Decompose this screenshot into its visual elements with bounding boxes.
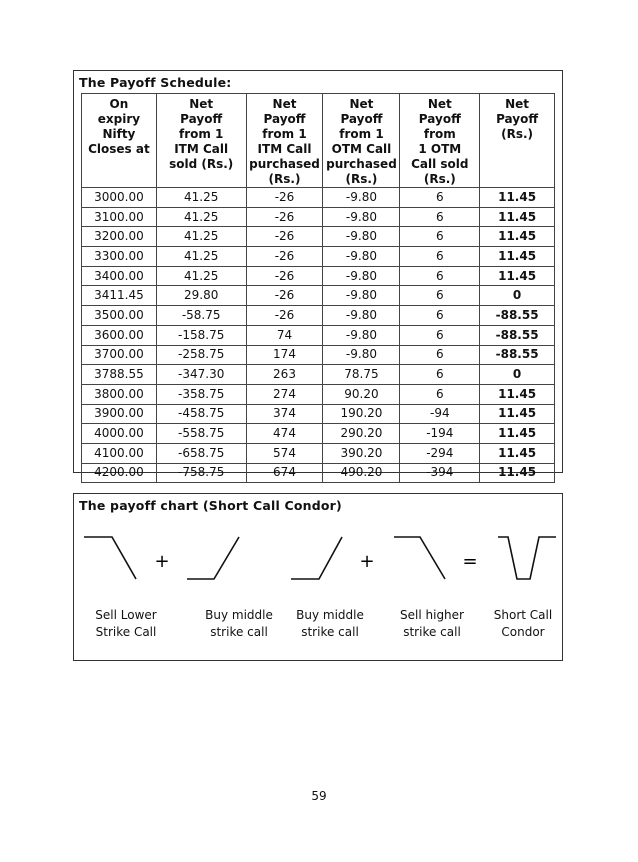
table-cell: 174: [246, 345, 323, 365]
net-payoff-cell: 0: [480, 365, 555, 385]
table-cell: 3000.00: [82, 188, 157, 208]
table-row: [82, 247, 555, 267]
table-cell: 41.25: [156, 266, 246, 286]
table-cell: -458.75: [156, 404, 246, 424]
table-cell: -258.75: [156, 345, 246, 365]
table-cell: 6: [400, 365, 480, 385]
table-cell: 6: [400, 306, 480, 326]
table-cell: -294: [400, 443, 480, 463]
table-cell: 190.20: [323, 404, 400, 424]
table-row: [82, 365, 555, 385]
header-cell: On expiry Nifty Closes at: [82, 94, 157, 188]
net-payoff-cell: 11.45: [480, 404, 555, 424]
table-cell: 41.25: [156, 247, 246, 267]
table-row: [82, 443, 555, 463]
payoff-schedule-box: [73, 70, 563, 480]
table-cell: 4100.00: [82, 443, 157, 463]
table-cell: -9.80: [323, 306, 400, 326]
plus-operator-2: +: [359, 551, 375, 572]
sell-lower-strike-call-shape: [84, 537, 136, 579]
net-payoff-cell: 11.45: [480, 207, 555, 227]
table-row: [82, 266, 555, 286]
header-cell: Net Payoff (Rs.): [480, 94, 555, 188]
header-cell: Net Payoff from 1 OTM Call sold (Rs.): [400, 94, 480, 188]
table-cell: -9.80: [323, 286, 400, 306]
table-cell: -758.75: [156, 463, 246, 483]
table-cell: 4000.00: [82, 424, 157, 444]
payoff-chart-box: [73, 493, 563, 661]
table-cell: -658.75: [156, 443, 246, 463]
table-cell: 3800.00: [82, 384, 157, 404]
table-cell: 6: [400, 345, 480, 365]
table-cell: 6: [400, 247, 480, 267]
table-row: [82, 424, 555, 444]
table-cell: -26: [246, 306, 323, 326]
table-row: [82, 286, 555, 306]
table-cell: 3700.00: [82, 345, 157, 365]
table-cell: 3100.00: [82, 207, 157, 227]
table-row: [82, 227, 555, 247]
schedule-body: [82, 188, 555, 483]
table-cell: -347.30: [156, 365, 246, 385]
header-cell: Net Payoff from 1 OTM Call purchased (Rs.): [323, 94, 400, 188]
table-cell: 78.75: [323, 365, 400, 385]
table-cell: -9.80: [323, 227, 400, 247]
table-cell: 3411.45: [82, 286, 157, 306]
table-cell: -26: [246, 266, 323, 286]
table-cell: 490.20: [323, 463, 400, 483]
table-cell: 274: [246, 384, 323, 404]
net-payoff-cell: 11.45: [480, 266, 555, 286]
table-cell: -9.80: [323, 345, 400, 365]
net-payoff-cell: 11.45: [480, 247, 555, 267]
table-row: [82, 463, 555, 483]
net-payoff-cell: 11.45: [480, 384, 555, 404]
table-cell: 6: [400, 207, 480, 227]
label-buy-middle-strike-call-1: Buy middle strike call: [205, 608, 273, 639]
table-cell: 3300.00: [82, 247, 157, 267]
plus-operator-1: +: [154, 551, 170, 572]
header-row: [82, 94, 555, 188]
net-payoff-cell: 11.45: [480, 188, 555, 208]
table-cell: -358.75: [156, 384, 246, 404]
net-payoff-cell: 0: [480, 286, 555, 306]
label-sell-lower-strike-call: Sell Lower Strike Call: [95, 608, 157, 639]
table-cell: -9.80: [323, 188, 400, 208]
table-cell: -26: [246, 227, 323, 247]
table-row: [82, 345, 555, 365]
table-cell: -9.80: [323, 207, 400, 227]
table-cell: 574: [246, 443, 323, 463]
buy-middle-strike-call-shape-1: [187, 537, 239, 579]
table-cell: -194: [400, 424, 480, 444]
net-payoff-cell: 11.45: [480, 443, 555, 463]
header-cell: Net Payoff from 1 ITM Call sold (Rs.): [156, 94, 246, 188]
table-cell: -26: [246, 188, 323, 208]
net-payoff-cell: 11.45: [480, 424, 555, 444]
table-cell: 674: [246, 463, 323, 483]
table-row: [82, 325, 555, 345]
table-cell: -158.75: [156, 325, 246, 345]
table-row: [82, 384, 555, 404]
table-cell: 474: [246, 424, 323, 444]
table-cell: 90.20: [323, 384, 400, 404]
net-payoff-cell: -88.55: [480, 325, 555, 345]
table-cell: 6: [400, 227, 480, 247]
table-cell: -94: [400, 404, 480, 424]
table-cell: -9.80: [323, 247, 400, 267]
table-cell: 3900.00: [82, 404, 157, 424]
table-cell: 6: [400, 286, 480, 306]
table-cell: -26: [246, 207, 323, 227]
table-cell: 3788.55: [82, 365, 157, 385]
table-cell: -9.80: [323, 266, 400, 286]
label-short-call-condor: Short Call Condor: [493, 608, 553, 639]
table-cell: -558.75: [156, 424, 246, 444]
buy-middle-strike-call-shape-2: [291, 537, 342, 579]
table-cell: 263: [246, 365, 323, 385]
table-cell: 6: [400, 384, 480, 404]
table-cell: 3600.00: [82, 325, 157, 345]
payoff-diagram: [74, 519, 562, 609]
table-cell: 3200.00: [82, 227, 157, 247]
table-cell: 6: [400, 188, 480, 208]
table-row: [82, 188, 555, 208]
schedule-title: The Payoff Schedule:: [79, 75, 232, 90]
table-cell: 29.80: [156, 286, 246, 306]
sell-higher-strike-call-shape: [394, 537, 445, 579]
table-cell: -58.75: [156, 306, 246, 326]
table-cell: 74: [246, 325, 323, 345]
table-cell: 6: [400, 266, 480, 286]
table-cell: 3400.00: [82, 266, 157, 286]
page-number: 59: [311, 789, 327, 803]
net-payoff-cell: -88.55: [480, 345, 555, 365]
table-cell: -26: [246, 247, 323, 267]
table-row: [82, 207, 555, 227]
net-payoff-cell: 11.45: [480, 227, 555, 247]
net-payoff-cell: 11.45: [480, 463, 555, 483]
table-cell: 290.20: [323, 424, 400, 444]
label-buy-middle-strike-call-2: Buy middle strike call: [296, 608, 364, 639]
table-cell: 3500.00: [82, 306, 157, 326]
short-call-condor-shape: [498, 537, 556, 579]
table-cell: -394: [400, 463, 480, 483]
equals-operator: =: [462, 551, 478, 572]
table-cell: 374: [246, 404, 323, 424]
header-cell: Net Payoff from 1 ITM Call purchased (Rs.): [246, 94, 323, 188]
payoff-schedule-table: [81, 93, 555, 483]
table-cell: 4200.00: [82, 463, 157, 483]
table-cell: 390.20: [323, 443, 400, 463]
chart-title: The payoff chart (Short Call Condor): [79, 498, 342, 513]
table-cell: -9.80: [323, 325, 400, 345]
table-cell: 41.25: [156, 227, 246, 247]
table-cell: 41.25: [156, 188, 246, 208]
table-cell: 41.25: [156, 207, 246, 227]
label-sell-higher-strike-call: Sell higher strike call: [400, 608, 464, 639]
table-row: [82, 404, 555, 424]
table-row: [82, 306, 555, 326]
table-cell: -26: [246, 286, 323, 306]
table-cell: 6: [400, 325, 480, 345]
net-payoff-cell: -88.55: [480, 306, 555, 326]
